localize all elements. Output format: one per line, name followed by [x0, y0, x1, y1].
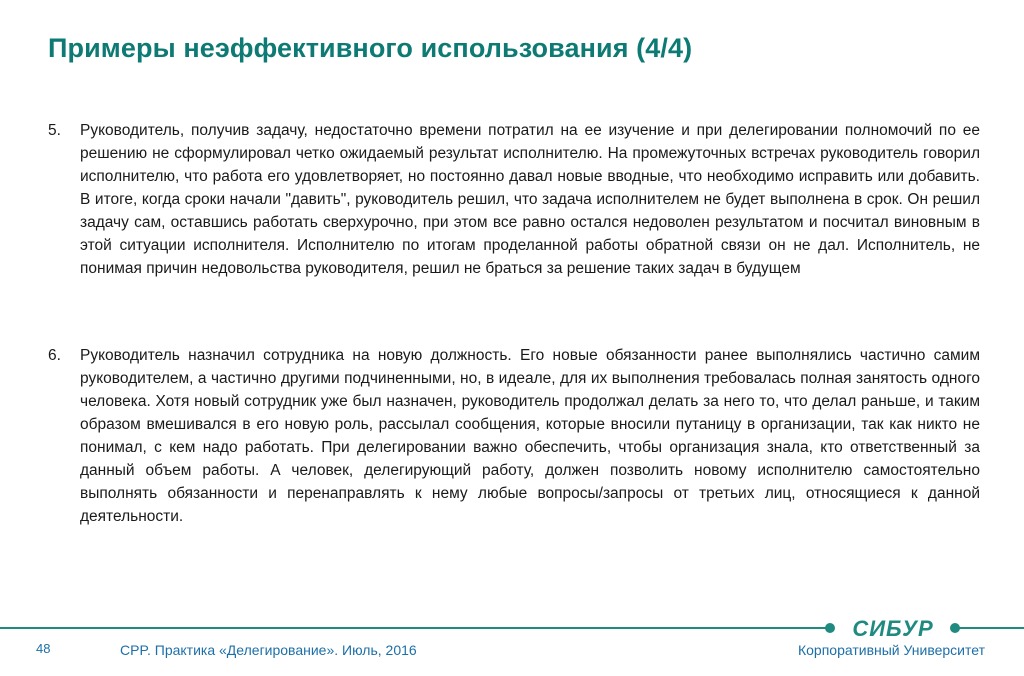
footer-divider-right: [955, 627, 1024, 629]
list-item: [48, 344, 980, 528]
svg-text:СИБУР: СИБУР: [852, 616, 934, 641]
list-item-text: Руководитель назначил сотрудника на новую должность. Его новые обязанности ранее выполнялись частично самим руководителем, а частично другими подчиненными, но, в идеале, для их выполнения требовалась полная занятость одного человека. Хотя новый сотрудник уже был назначен, руководитель продолжал делать за него то, что делал раньше, и таким образом вмешивался в его новую роль, рассылал сообщения, которые вносили путаницу в организации, так как никто не понимал, с кем надо работать. При делегировании важно обеспечить, чтобы организация знала, кто ответственный за данный объем работы. А человек, делегирующий работу, должен позволить новому исполнителю самостоятельно выполнять обязанности и перенаправлять к нему любые вопросы/запросы от третьих лиц, относящиеся к данной деятельности.: [80, 347, 980, 525]
footer-course-info: CPP. Практика «Делегирование». Июль, 2016: [120, 642, 417, 658]
list-item-text: Руководитель, получив задачу, недостаточно времени потратил на ее изучение и при делегировании полномочий по ее решению не сформулировал четко ожидаемый результат исполнителю. На промежуточных встречах руководитель говорил исполнителю, что работа его удовлетворяет, но постоянно давал новые вводные, что необходимо исправить или добавить. В итоге, когда сроки начали "давить", руководитель решил, что задача исполнителем не будет выполнена в срок. Он решил задачу сам, оставшись работать сверхурочно, при этом все равно остался недоволен результатом и посчитал виновным в этой ситуации исполнителя. Исполнителю по итогам проделанной работы обратной связи он не дал. Исполнитель, не понимая причин недовольства руководителя, решил не браться за решение таких задач в будущем: [80, 122, 980, 277]
list-item-number: 5.: [48, 122, 61, 139]
list-item-number: 6.: [48, 347, 61, 364]
list-item: [48, 119, 980, 280]
divider-dot-right: [950, 623, 960, 633]
sibur-logo: [838, 614, 948, 642]
divider-dot-left: [825, 623, 835, 633]
footer-divider: [0, 627, 832, 629]
page-number: 48: [36, 641, 51, 656]
slide-title: Примеры неэффективного использования (4/4): [48, 33, 693, 63]
footer-university: Корпоративный Университет: [797, 642, 985, 658]
